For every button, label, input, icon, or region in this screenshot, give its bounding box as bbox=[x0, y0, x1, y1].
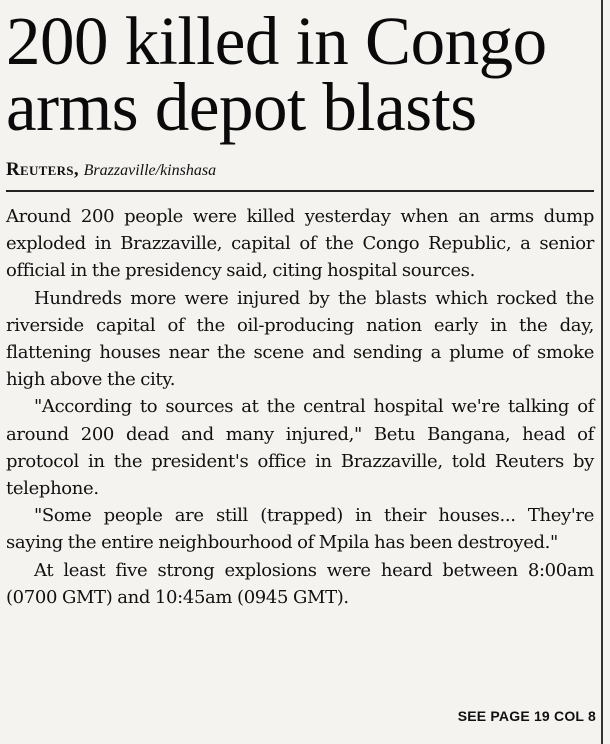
paragraph-4: "Some people are still (trapped) in their houses... They're saying the entire neighbourhood of Mpila has been destroyed." bbox=[6, 505, 594, 554]
byline-agency: Reuters, bbox=[6, 159, 79, 180]
news-article bbox=[6, 3, 594, 611]
continuation-jump: SEE PAGE 19 COL 8 bbox=[457, 708, 596, 724]
headline bbox=[6, 3, 594, 145]
paragraph-5: At least five strong explosions were heard between 8:00am (0700 GMT) and 10:45am (0945 GMT). bbox=[6, 559, 594, 608]
article-body bbox=[6, 203, 594, 611]
headline-line-2: arms depot blasts bbox=[6, 69, 477, 145]
headline-line-1: 200 killed in Congo bbox=[6, 3, 547, 79]
paragraph-1: Around 200 people were killed yesterday when an arms dump exploded in Brazzaville, capital of the Congo Republic, a senior official in the presidency said, citing hospital sources. bbox=[6, 206, 594, 282]
byline-location: Brazzaville/kinshasa bbox=[83, 162, 217, 179]
byline bbox=[6, 159, 594, 182]
byline-divider bbox=[6, 190, 594, 192]
paragraph-2: Hundreds more were injured by the blasts which rocked the riverside capital of the oil-producing nation early in the day, flattening houses near the scene and sending a plume of smoke high above the city. bbox=[6, 287, 594, 391]
column-rule bbox=[601, 0, 603, 744]
paragraph-3: "According to sources at the central hospital we're talking of around 200 dead and many injured," Betu Bangana, head of protocol in the president's office in Brazzaville, told Reuters by telephone. bbox=[6, 396, 594, 500]
